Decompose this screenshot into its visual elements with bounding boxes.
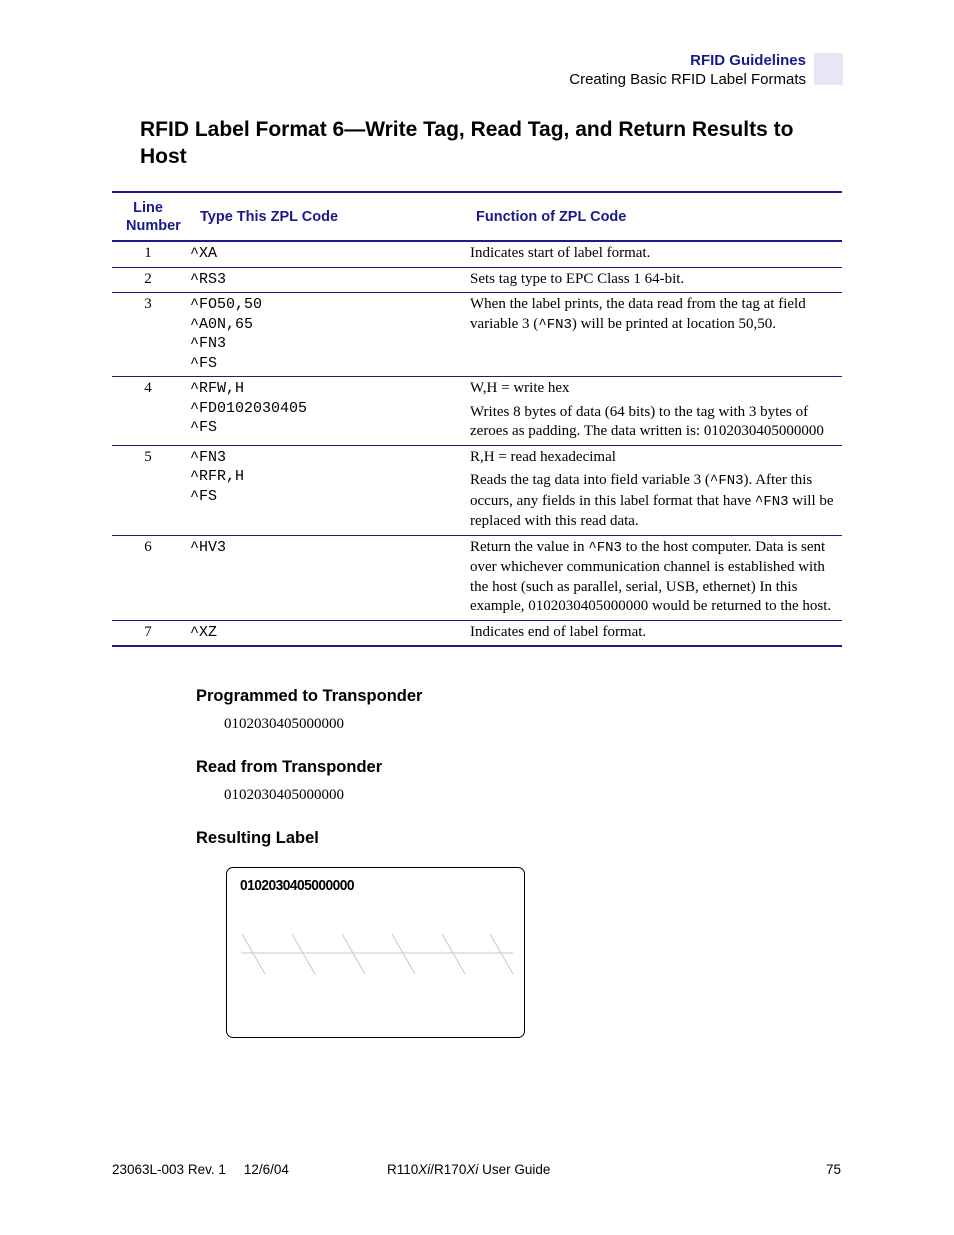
- function-text: When the label prints, the data read from the tag at field variable 3 (: [470, 296, 806, 332]
- table-row: [112, 241, 842, 267]
- zpl-code-line: ^A0N,65: [190, 315, 254, 333]
- zpl-code-line: ^XZ: [190, 623, 218, 641]
- zpl-code-cell: [184, 620, 464, 646]
- resulting-label: [226, 867, 525, 1038]
- programmed-heading: Programmed to Transponder: [196, 687, 423, 705]
- table-row: [112, 620, 842, 646]
- zpl-code-line: ^FS: [190, 419, 218, 436]
- function-text: W,H = write hex: [470, 380, 570, 396]
- function-paragraph: [470, 379, 836, 399]
- programmed-value: 0102030405000000: [224, 716, 344, 732]
- zpl-code-line: ^RFW,H: [190, 380, 245, 397]
- function-paragraph: [470, 623, 836, 643]
- zpl-code-cell: [184, 293, 464, 377]
- read-value: 0102030405000000: [224, 787, 344, 803]
- zpl-code-cell: [184, 377, 464, 446]
- function-text: Indicates start of label format.: [470, 245, 651, 261]
- line-number-cell: 6: [112, 535, 184, 620]
- zpl-code-line: ^FN3: [190, 335, 227, 352]
- zpl-code-line: ^FN3: [190, 448, 227, 466]
- table-body: [112, 241, 842, 646]
- footer-guide-title: [387, 1162, 550, 1177]
- label-printed-value: 0102030405000000: [240, 877, 354, 894]
- zpl-code-line: ^HV3: [190, 538, 227, 556]
- function-cell: [464, 241, 842, 267]
- inline-code: ^FN3: [538, 316, 572, 333]
- zpl-code-line: ^FD0102030405: [190, 399, 308, 417]
- zpl-code-line: ^RS3: [190, 270, 227, 288]
- table-header-row: [112, 192, 842, 241]
- footer-guide-part: R110: [387, 1162, 419, 1177]
- function-text: ) will be printed at location 50,50.: [571, 315, 777, 332]
- footer-page-number: 75: [826, 1162, 842, 1177]
- function-cell: [464, 535, 842, 620]
- page-title: RFID Label Format 6—Write Tag, Read Tag, and Return Results to Host: [140, 118, 794, 168]
- table-row: [112, 377, 842, 446]
- function-cell: [464, 377, 842, 446]
- footer-guide-part: User Guide: [478, 1162, 551, 1177]
- line-number-cell: 2: [112, 267, 184, 293]
- function-text: will be replaced with this read data.: [470, 492, 834, 529]
- line-number-cell: 7: [112, 620, 184, 646]
- zpl-code-cell: [184, 267, 464, 293]
- function-paragraph: [470, 270, 836, 290]
- footer-doc-id: [112, 1162, 289, 1177]
- inline-code: ^FN3: [754, 493, 789, 510]
- line-number-cell: 1: [112, 241, 184, 267]
- footer-guide-part: /R170: [430, 1162, 467, 1177]
- function-text: Return the value in: [470, 538, 589, 555]
- function-text: Reads the tag data into field variable 3 (: [470, 472, 710, 488]
- function-text: Sets tag type to EPC Class 1 64-bit.: [470, 270, 685, 287]
- line-number-cell: 4: [112, 377, 184, 446]
- function-cell: [464, 445, 842, 535]
- zpl-code-line: ^RFR,H: [190, 468, 245, 485]
- inline-code: ^FN3: [588, 539, 622, 556]
- function-paragraph: [470, 403, 836, 442]
- zpl-code-line: ^FS: [190, 354, 218, 372]
- header-line-number: Line Number: [112, 192, 184, 241]
- inline-code: ^FN3: [709, 473, 744, 489]
- function-text: to the host computer. Data is sent over whichever communication channel is established with the host (such as parallel, serial, USB, ethernet) In this example, 0102030405000000 would be returned to the host.: [470, 538, 832, 614]
- zpl-code-cell: [184, 535, 464, 620]
- function-text: Writes 8 bytes of data (64 bits) to the tag with 3 bytes of zeroes as padding. The data written is: 0102030405000000: [470, 403, 824, 439]
- function-paragraph: [470, 244, 836, 264]
- header-function: Function of ZPL Code: [464, 192, 842, 241]
- line-number-cell: 3: [112, 293, 184, 377]
- function-cell: [464, 293, 842, 377]
- footer-doc-number: 23063L-003 Rev. 1: [112, 1162, 226, 1177]
- zpl-code-line: ^XA: [190, 245, 218, 262]
- zpl-code-table: [112, 191, 842, 647]
- header-category: RFID Guidelines: [690, 52, 806, 69]
- line-number-cell: 5: [112, 445, 184, 535]
- function-text: R,H = read hexadecimal: [470, 448, 616, 465]
- function-cell: [464, 267, 842, 293]
- function-paragraph: [470, 538, 836, 617]
- table-row: [112, 293, 842, 377]
- zpl-code-line: ^FO50,50: [190, 296, 263, 313]
- zpl-code-cell: [184, 445, 464, 535]
- table-row: [112, 535, 842, 620]
- result-heading: Resulting Label: [196, 829, 319, 847]
- function-text: ). After this occurs, any fields in this label format that have: [470, 472, 813, 509]
- table-row: [112, 445, 842, 535]
- function-paragraph: [470, 448, 836, 468]
- function-paragraph: [470, 295, 836, 335]
- function-cell: [464, 620, 842, 646]
- zpl-code-line: ^FS: [190, 487, 218, 505]
- read-heading: Read from Transponder: [196, 758, 383, 776]
- header-zpl-code: Type This ZPL Code: [184, 192, 464, 241]
- footer-guide-part: Xi: [418, 1162, 431, 1177]
- header-subtitle: Creating Basic RFID Label Formats: [569, 71, 806, 88]
- function-paragraph: [470, 471, 836, 532]
- table-row: [112, 267, 842, 293]
- zpl-code-cell: [184, 241, 464, 267]
- footer-guide-part: Xi: [466, 1162, 479, 1177]
- header-tab-marker: [814, 53, 843, 85]
- footer-date: 12/6/04: [243, 1162, 289, 1177]
- function-text: Indicates end of label format.: [470, 623, 647, 640]
